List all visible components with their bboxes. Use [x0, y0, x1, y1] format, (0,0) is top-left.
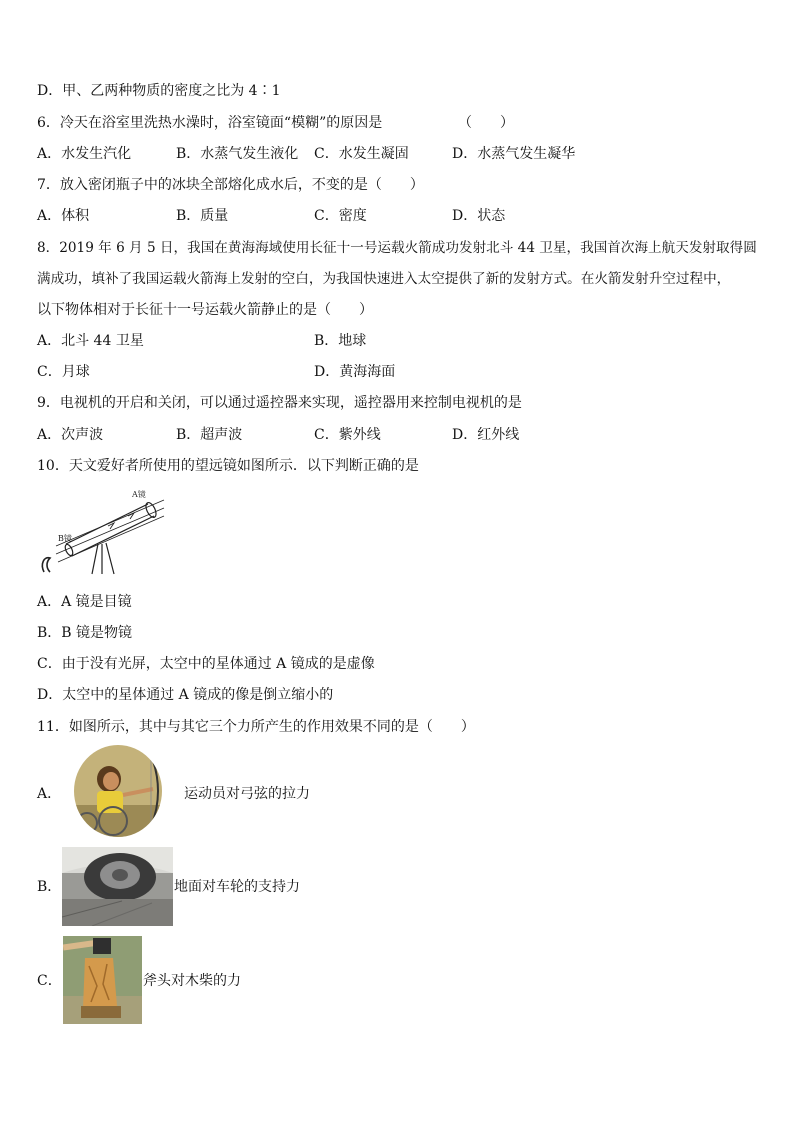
tripod-leg-left	[92, 544, 98, 574]
q6-option-c: C．水发生凝固	[314, 146, 409, 162]
q10-stem: 10．天文爱好者所使用的望远镜如图所示．以下判断正确的是	[37, 458, 419, 474]
lens-b-label: B镜	[58, 534, 72, 543]
q8-option-c: C．月球	[37, 364, 90, 380]
q8-option-a: A．北斗 44 卫星	[37, 333, 144, 349]
q5-option-d: D．甲、乙两种物质的密度之比为 4∶1	[37, 83, 281, 99]
q6-option-d: D．水蒸气发生凝华	[452, 146, 576, 162]
q9-option-b: B．超声波	[176, 427, 243, 443]
q11-stem: 11．如图所示，其中与其它三个力所产生的作用效果不同的是（ ）	[37, 719, 475, 735]
q11-option-c-label: C．	[37, 973, 62, 989]
q8-stem-line1: 8．2019 年 6 月 5 日，我国在黄海海域使用长征十一号运载火箭成功发射北斗 44 卫星，我国首次海上航天发射取得圆	[37, 240, 757, 256]
light-ray-2	[56, 508, 164, 554]
car-wheel-photo	[62, 847, 173, 926]
q6-option-a: A．水发生汽化	[37, 146, 132, 162]
q6-option-b: B．水蒸气发生液化	[176, 146, 299, 162]
archer-photo	[73, 745, 163, 837]
telescope-figure	[36, 486, 166, 578]
q8-option-b: B．地球	[314, 333, 367, 349]
q8-stem-line2: 满成功，填补了我国运载火箭海上发射的空白，为我国快速进入太空提供了新的发射方式。在火箭发射升空过程中，	[37, 271, 731, 287]
q9-stem: 9．电视机的开启和关闭，可以通过遥控器来实现，遥控器用来控制电视机的是	[37, 395, 522, 411]
tripod-leg-right	[106, 543, 114, 574]
q11-option-a-text: 运动员对弓弦的拉力	[184, 786, 310, 802]
q7-option-c: C．密度	[314, 208, 367, 224]
q11-option-b-label: B．	[37, 879, 62, 895]
q9-option-c: C．紫外线	[314, 427, 381, 443]
q7-option-a: A．体积	[37, 208, 90, 224]
q11-option-c-text: 斧头对木柴的力	[143, 973, 241, 989]
q8-option-d: D．黄海海面	[314, 364, 396, 380]
observer-eye-icon	[42, 558, 50, 572]
q6-answer-paren: （ ）	[458, 115, 514, 131]
q9-option-d: D．红外线	[452, 427, 520, 443]
q10-option-c: C．由于没有光屏，太空中的星体通过 A 镜成的是虚像	[37, 656, 375, 672]
q9-option-a: A．次声波	[37, 427, 104, 443]
lens-a-label: A镜	[132, 490, 146, 499]
q10-option-d: D．太空中的星体通过 A 镜成的像是倒立缩小的	[37, 687, 334, 703]
q10-option-b: B．B 镜是物镜	[37, 625, 133, 641]
q7-option-b: B．质量	[176, 208, 229, 224]
q11-option-b-text: 地面对车轮的支持力	[174, 879, 300, 895]
q11-option-a-label: A．	[37, 786, 62, 802]
q7-option-d: D．状态	[452, 208, 506, 224]
axe-wood-photo	[63, 936, 142, 1024]
q8-stem-line3: 以下物体相对于长征十一号运载火箭静止的是（ ）	[37, 302, 373, 318]
q10-option-a: A．A 镜是目镜	[37, 594, 132, 610]
q6-stem: 6．冷天在浴室里洗热水澡时，浴室镜面“模糊”的原因是	[37, 115, 383, 131]
q7-stem: 7．放入密闭瓶子中的冰块全部熔化成水后，不变的是（ ）	[37, 177, 424, 193]
